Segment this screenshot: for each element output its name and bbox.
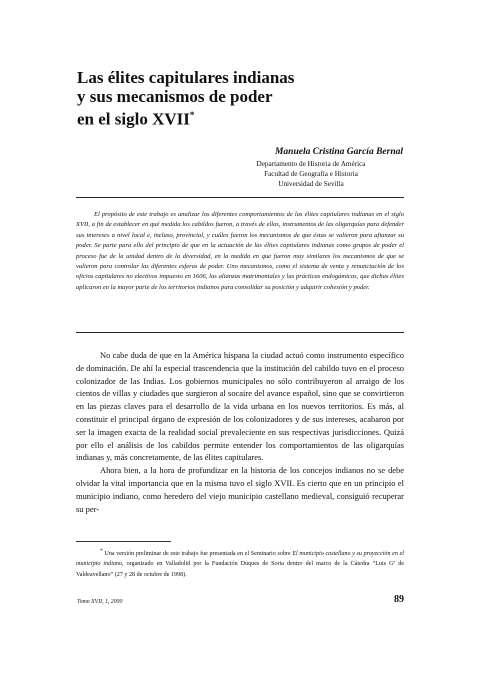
affiliation-department: Departamento de Historia de América xyxy=(256,160,366,168)
title-line-1: Las élites capitulares indianas xyxy=(77,68,295,87)
abstract-top-rule xyxy=(76,197,404,198)
footnote-rule xyxy=(76,541,171,542)
footnote-seminar-title: El municipio castellano y su proyección en el municipio indiano xyxy=(76,551,404,568)
title-footnote-mark: * xyxy=(189,110,195,120)
abstract-text: El propósito de este trabajo es analizar los diferentes comportamientos de las élites capitulares indianas en el siglo XVII, a fin de establecer en qué medida los cabildos fueron, a través de ellas, instrumentos de las oligarquías para defender sus intereses a nivel local e, incluso, provincial, y cuáles fueron los mecanismos de que éstas se valieron para afianzar su poder. Se parte para ello del principio de que en la actuación de las élites capitulares indianas como grupos de poder el proceso fue de la unidad dentro de la diversidad, en la medida en que fueron muy similares los mecanismos de que se valieron para controlar las diferentes esferas de poder. Uno mecanismos, como el sistema de venta y renunciación de los oficios capitulares no electivos impuesto en 1606, las alianzas matrimoniales y las prácticas endogámicas, que dichas élites aplicaron en la mayor parte de los territorios indianos para consolidar su posición y adquirir cohesión y poder. xyxy=(76,211,404,291)
body-paragraph-1: No cabe duda de que en la América hispana la ciudad actuó como instrumento específico de dominación. De ahí la especial trascendencia que la institución del cabildo tuvo en el proceso colonizador de las Indias. Los gobiernos municipales no sólo contribuyeron al arraigo de los cientos de villas y ciudades que surgieron al socaire del avance español, sino que se convirtieron en las piezas claves para el desarrollo de la vida urbana en los nuevos territorios. Es más, al constituir el principal órgano de expresión de los colonizadores y de sus intereses, acabaron por ser la imagen exacta de la realidad social prevaleciente en sus respectivas jurisdicciones. Quizá por ello el análisis de los cabildos permite entender los comportamientos de las oligarquías indianas y, más concretamente, de las élites capitulares. xyxy=(76,350,404,463)
title-line-3-text: en el siglo XVII xyxy=(77,109,190,129)
title-line-2: y sus mecanismos de poder xyxy=(77,87,273,106)
title-line-3 xyxy=(77,106,417,129)
body-paragraph-2: Ahora bien, a la hora de profundizar en la historia de los concejos indianos no se debe olvidar la vital importancia que en la misma tuvo el siglo XVII. Es cierto que en un principio el municipio indiano, como heredero del viejo municipio castellano medieval, consiguió recuperar su per- xyxy=(76,465,404,514)
abstract-bottom-rule xyxy=(76,332,404,333)
article-title xyxy=(77,68,417,129)
footnote-mark: * xyxy=(100,548,103,554)
author-name: Manuela Cristina García Bernal xyxy=(274,147,403,157)
page-number: 89 xyxy=(394,594,404,605)
author-affiliation xyxy=(236,159,386,189)
affiliation-university: Universidad de Sevilla xyxy=(278,180,344,188)
footnote-text-start: Una versión preliminar de este trabajo fue presentada en el Seminario sobre xyxy=(104,551,293,558)
body-text xyxy=(76,349,404,515)
footnote xyxy=(76,546,404,580)
affiliation-faculty: Facultad de Geografía e Historia xyxy=(264,170,358,178)
footnote-text-end: , organizado en Valladolid por la Fundación Duques de Soria dentro del marco de la Cátedra “Luis Gª de Valdeavellano” (27 y 28 de octubre de 1998). xyxy=(76,561,404,578)
journal-issue-footer: Tomo XVII, 1, 2000 xyxy=(77,599,123,605)
